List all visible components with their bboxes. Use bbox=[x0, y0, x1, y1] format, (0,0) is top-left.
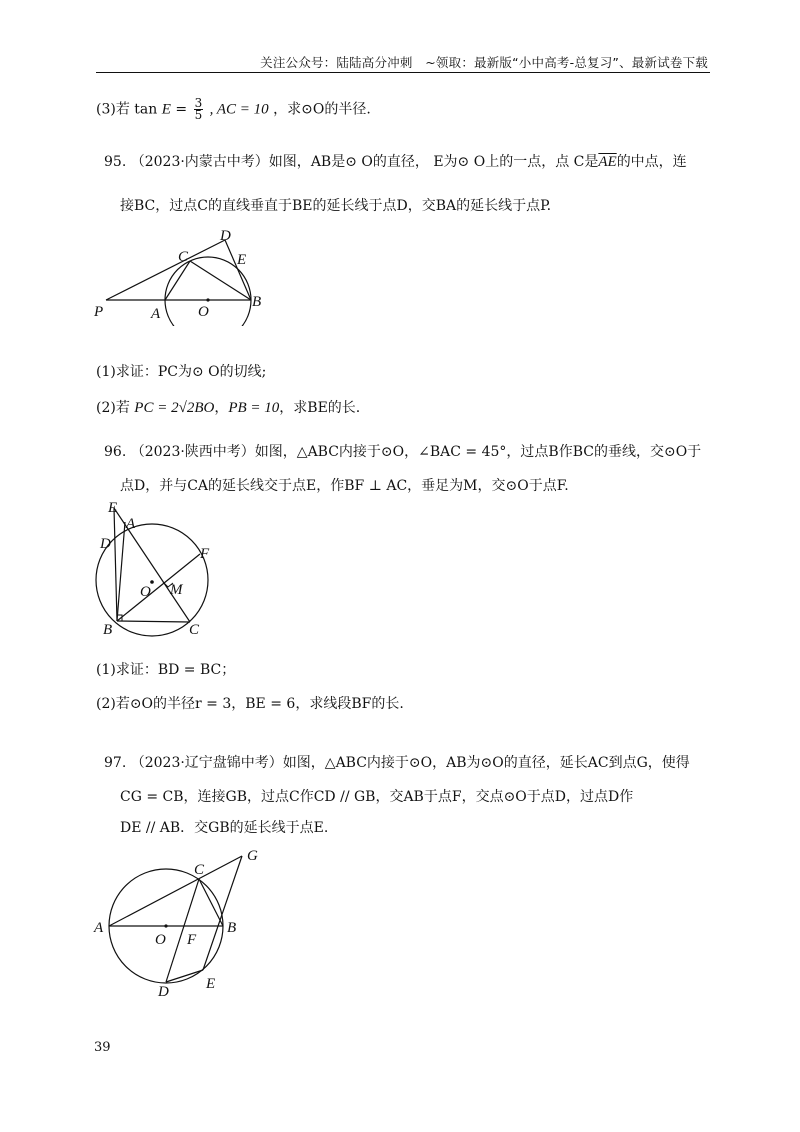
q97-figure bbox=[90, 846, 280, 998]
q97-line3: DE // AB．交GB的延长线于点E. bbox=[120, 820, 329, 836]
q95-line1-rest: AB是⊙ O的直径， E为⊙ O上的一点，点 C是 bbox=[310, 154, 599, 170]
q95-label-o: O bbox=[198, 304, 209, 320]
q97-label-f: F bbox=[187, 932, 197, 948]
q97-number: 97. bbox=[104, 755, 127, 771]
q95-sub2-expr2: PB = 10 bbox=[228, 400, 280, 416]
q97-line-cb bbox=[199, 879, 223, 926]
q94-frac-num: 3 bbox=[194, 96, 203, 110]
header-rule bbox=[96, 72, 710, 73]
q94-ac: , AC = 10 bbox=[209, 101, 269, 118]
q95-line1-end: 的中点，连 bbox=[616, 154, 687, 170]
q97-label-o: O bbox=[155, 932, 166, 948]
q97-label-a: A bbox=[94, 920, 104, 936]
q97-label-b: B bbox=[227, 920, 237, 936]
q95-figure bbox=[90, 226, 280, 326]
q94-part3 bbox=[96, 98, 371, 121]
q97-line1-text: （2023·辽宁盘锦中考）如图，△ABC内接于⊙O，AB为⊙O的直径，延长AC到点G，使得 bbox=[130, 755, 690, 771]
q95-sub2-end: ，求BE的长. bbox=[279, 400, 361, 416]
q96-sub1: (1)求证：BD = BC； bbox=[96, 662, 236, 678]
q96-line2: 点D，并与CA的延长线交于点E，作BF ⊥ AC，垂足为M，交⊙O于点F. bbox=[120, 478, 569, 494]
q94-tan-var: E bbox=[161, 101, 171, 118]
page-number: 39 bbox=[94, 1040, 111, 1055]
q96-circle bbox=[96, 524, 208, 636]
q97-label-g: G bbox=[247, 848, 258, 864]
q94-tan: tan bbox=[134, 101, 158, 118]
q96-label-b: B bbox=[103, 622, 113, 638]
q94-part3-prefix: (3)若 bbox=[96, 101, 130, 118]
q95-sub2 bbox=[96, 398, 360, 418]
q96-line-bf bbox=[117, 554, 200, 621]
q97-line-cd bbox=[166, 879, 199, 982]
q94-fraction bbox=[194, 98, 204, 121]
q94-eq: = bbox=[175, 101, 188, 118]
q95-sub2-prefix: (2)若 bbox=[96, 400, 130, 416]
q96-line-bc bbox=[117, 621, 190, 622]
q97-label-d: D bbox=[158, 984, 169, 998]
q96-label-o: O bbox=[140, 584, 151, 600]
q96-label-a: A bbox=[126, 516, 136, 532]
q95-label-p: P bbox=[94, 304, 104, 320]
q96-label-d: D bbox=[100, 536, 111, 552]
q95-label-b: B bbox=[252, 294, 262, 310]
q95-line-ac bbox=[165, 261, 190, 300]
q96-label-m: M bbox=[170, 582, 183, 598]
q95-sub2-expr1: PC = 2√2BO bbox=[134, 400, 215, 416]
page-header: 关注公众号：陆陆高分冲刺 ~领取：最新版“小中高考-总复习”、最新试卷下载 bbox=[260, 55, 708, 70]
q96-label-f: F bbox=[200, 546, 210, 562]
q96-line1-text: （2023·陕西中考）如图，△ABC内接于⊙O，∠BAC = 45°，过点B作BC的垂线，交⊙O于 bbox=[130, 444, 702, 460]
q95-center-dot bbox=[206, 298, 209, 301]
q94-frac-den: 5 bbox=[194, 108, 203, 122]
q97-line2: CG = CB，连接GB，过点C作CD // GB，交AB于点F，交点⊙O于点D，过点D作 bbox=[120, 789, 634, 805]
q96-label-e: E bbox=[108, 500, 118, 516]
q95-number: 95. bbox=[104, 154, 127, 170]
q95-line2: 接BC，过点C的直线垂直于BE的延长线于点D，交BA的延长线于点P. bbox=[120, 198, 552, 214]
q97-line1 bbox=[104, 753, 690, 773]
q94-ask: ，求⊙O的半径. bbox=[273, 101, 371, 118]
q95-arc: $\overline{AE}$ bbox=[598, 154, 617, 170]
q95-label-e: E bbox=[237, 252, 247, 268]
q96-line-ba bbox=[117, 522, 125, 621]
q97-center-dot bbox=[164, 924, 167, 927]
q96-line-eb bbox=[114, 508, 117, 621]
q95-line1 bbox=[104, 152, 687, 172]
q95-source: （2023·内蒙古中考）如图， bbox=[130, 154, 311, 170]
q95-sub2-sep: ， bbox=[214, 400, 229, 416]
q96-figure bbox=[90, 498, 220, 640]
q96-sub2: (2)若⊙O的半径r = 3，BE = 6，求线段BF的长. bbox=[96, 696, 404, 712]
q95-label-a: A bbox=[151, 306, 161, 322]
q96-number: 96. bbox=[104, 444, 127, 460]
q95-label-c: C bbox=[178, 249, 189, 265]
q96-label-c: C bbox=[189, 622, 200, 638]
q95-sub1: (1)求证：PC为⊙ O的切线; bbox=[96, 364, 267, 380]
q97-label-e: E bbox=[206, 976, 216, 992]
q95-label-d: D bbox=[220, 228, 231, 244]
q96-line1 bbox=[104, 442, 701, 462]
q97-label-c: C bbox=[194, 862, 205, 878]
